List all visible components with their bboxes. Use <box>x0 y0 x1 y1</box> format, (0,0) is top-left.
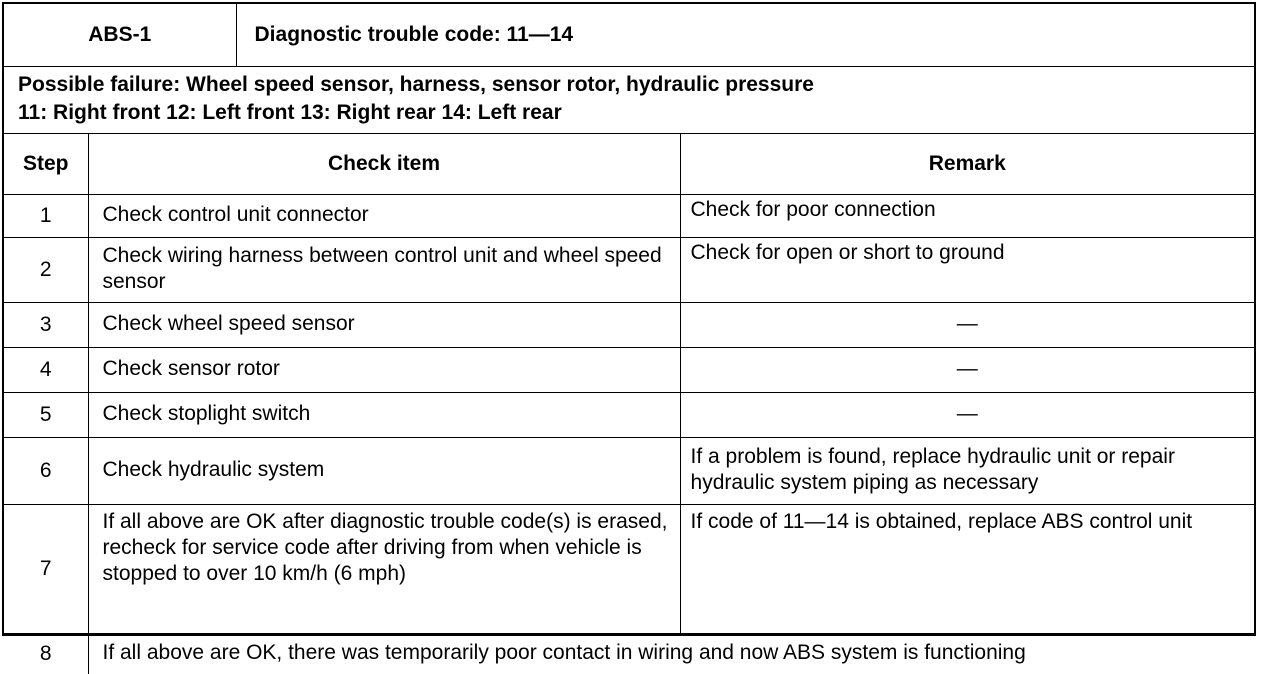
code-label: ABS-1 <box>4 4 236 67</box>
table-row <box>4 505 1254 634</box>
check-item: Check sensor rotor <box>88 348 680 393</box>
code-legend-text: 11: Right front 12: Left front 13: Right rear 14: Left rear <box>18 99 1242 127</box>
remark: — <box>680 393 1254 438</box>
table-row <box>4 195 1254 238</box>
step-number: 7 <box>4 505 88 634</box>
table-header-row <box>4 4 1254 67</box>
step-number: 1 <box>4 195 88 238</box>
step-number: 4 <box>4 348 88 393</box>
step-number: 2 <box>4 238 88 303</box>
check-item: Check stoplight switch <box>88 393 680 438</box>
column-header-row <box>4 134 1254 195</box>
check-item: Check wiring harness between control unit and wheel speed sensor <box>88 238 680 303</box>
remark: If code of 11—14 is obtained, replace ABS control unit <box>680 505 1254 634</box>
column-header-remark: Remark <box>680 134 1254 195</box>
check-item: Check control unit connector <box>88 195 680 238</box>
step-number: 5 <box>4 393 88 438</box>
column-header-step: Step <box>4 134 88 195</box>
remark: — <box>680 348 1254 393</box>
table-row <box>4 348 1254 393</box>
step-number: 8 <box>4 634 88 674</box>
final-row <box>4 634 1254 674</box>
diagnostic-table-sheet <box>2 2 1256 636</box>
step-number: 3 <box>4 303 88 348</box>
check-item: If all above are OK after diagnostic trouble code(s) is erased, recheck for service code after driving from when vehicle is stopped to over 10 km/h (6 mph) <box>88 505 680 634</box>
remark: Check for open or short to ground <box>680 238 1254 303</box>
table-row <box>4 438 1254 505</box>
diagnostic-table <box>4 4 1254 674</box>
possible-failure-row <box>4 67 1254 134</box>
remark: Check for poor connection <box>680 195 1254 238</box>
possible-failure-cell <box>4 67 1254 134</box>
page-title: Diagnostic trouble code: 11—14 <box>236 4 1254 67</box>
step-number: 6 <box>4 438 88 505</box>
table-row <box>4 238 1254 303</box>
check-item: Check wheel speed sensor <box>88 303 680 348</box>
remark: If a problem is found, replace hydraulic unit or repair hydraulic system piping as necessary <box>680 438 1254 505</box>
final-note: If all above are OK, there was temporarily poor contact in wiring and now ABS system is functioning <box>88 634 1254 674</box>
table-row <box>4 303 1254 348</box>
check-item: Check hydraulic system <box>88 438 680 505</box>
column-header-check-item: Check item <box>88 134 680 195</box>
remark: — <box>680 303 1254 348</box>
table-row <box>4 393 1254 438</box>
possible-failure-text: Possible failure: Wheel speed sensor, harness, sensor rotor, hydraulic pressure <box>18 71 1242 99</box>
